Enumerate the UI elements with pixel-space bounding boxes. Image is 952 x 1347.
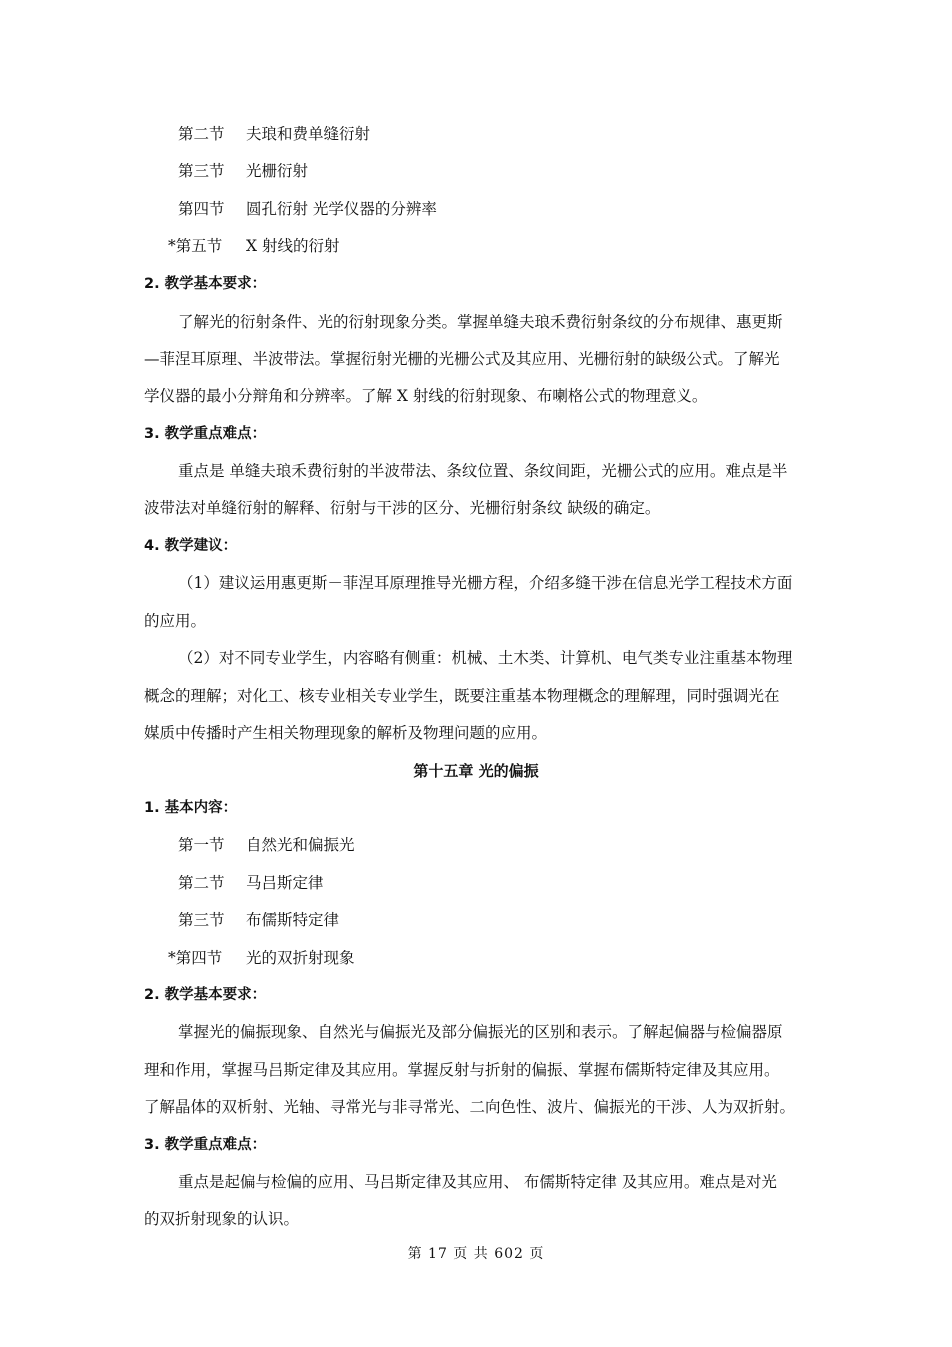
paragraph-line: 媒质中传播时产生相关物理现象的解析及物理问题的应用。 <box>144 724 548 742</box>
paragraph-line: （2）对不同专业学生，内容略有侧重：机械、土木类、计算机、电气类专业注重基本物理 <box>178 649 793 667</box>
section-item: 第二节 夫琅和费单缝衍射 <box>178 125 371 143</box>
suggestions-heading: 4. 教学建议： <box>144 538 238 554</box>
section-item: *第五节 X 射线的衍射 <box>168 237 340 255</box>
paragraph-line: 概念的理解；对化工、核专业相关专业学生，既要注重基本物理概念的理解理，同时强调光在 <box>144 687 780 705</box>
paragraph-line: （1）建议运用惠更斯－菲涅耳原理推导光栅方程，介绍多缝干涉在信息光学工程技术方面 <box>178 574 793 592</box>
requirements-heading: 2. 教学基本要求： <box>144 987 267 1003</box>
paragraph-line: 的应用。 <box>144 612 207 630</box>
section-item: 第二节 马吕斯定律 <box>178 874 324 892</box>
section-item: 第四节 圆孔衍射 光学仪器的分辨率 <box>178 200 437 218</box>
chapter-title: 第十五章 光的偏振 <box>413 762 539 780</box>
section-item: 第三节 光栅衍射 <box>178 162 309 180</box>
paragraph-line: 重点是 单缝夫琅禾费衍射的半波带法、条纹位置、条纹间距，光栅公式的应用。难点是半 <box>178 462 788 480</box>
paragraph-line: —菲涅耳原理、半波带法。掌握衍射光栅的光栅公式及其应用、光栅衍射的缺级公式。了解光 <box>144 350 780 368</box>
paragraph-line: 重点是起偏与检偏的应用、马吕斯定律及其应用、 布儒斯特定律 及其应用。难点是对光 <box>178 1173 777 1191</box>
section-item: 第一节 自然光和偏振光 <box>178 836 355 854</box>
paragraph-line: 掌握光的偏振现象、自然光与偏振光及部分偏振光的区别和表示。了解起偏器与检偏器原 <box>178 1023 783 1041</box>
paragraph-line: 理和作用，掌握马吕斯定律及其应用。掌握反射与折射的偏振、掌握布儒斯特定律及其应用。 <box>144 1061 780 1079</box>
paragraph-line: 波带法对单缝衍射的解释、衍射与干涉的区分、光栅衍射条纹 缺级的确定。 <box>144 499 661 517</box>
paragraph-line: 了解光的衍射条件、光的衍射现象分类。掌握单缝夫琅禾费衍射条纹的分布规律、惠更斯 <box>178 313 783 331</box>
requirements-heading: 2. 教学基本要求： <box>144 276 267 292</box>
paragraph-line: 学仪器的最小分辩角和分辨率。了解 X 射线的衍射现象、布喇格公式的物理意义。 <box>144 387 708 405</box>
key-points-heading: 3. 教学重点难点： <box>144 1137 267 1153</box>
section-item: 第三节 布儒斯特定律 <box>178 911 340 929</box>
section-item: *第四节 光的双折射现象 <box>168 949 355 967</box>
paragraph-line: 的双折射现象的认识。 <box>144 1210 300 1228</box>
key-points-heading: 3. 教学重点难点： <box>144 426 267 442</box>
page-footer: 第 17 页 共 602 页 <box>407 1246 545 1262</box>
content-heading: 1. 基本内容： <box>144 800 238 816</box>
paragraph-line: 了解晶体的双析射、光轴、寻常光与非寻常光、二向色性、波片、偏振光的干涉、人为双折射。 <box>144 1098 796 1116</box>
